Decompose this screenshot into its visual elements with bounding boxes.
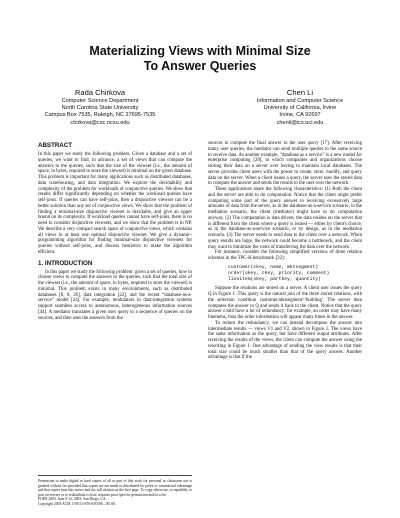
- right-column-body: [208, 141, 362, 262]
- author-name-1: Rada Chirkova: [74, 88, 126, 97]
- author-1-email: chirkova@csc.ncsu.edu: [70, 119, 130, 126]
- author-1-address: Campus Box 7535, Raleigh, NC 27695-7535: [44, 112, 156, 119]
- author-2-department: Information and Computer Science: [256, 98, 344, 104]
- paragraph-2: These applications share the following characteristics: (1) Both the client and the server are able to do computation. Notice that the client might prefer computing some part of the query answer to receiving excessively large amounts of data from the server, as in the database-as-a-service scenario; in the mediation scenario, the client (mediator) might have to do computation anyway. (2) The computation is data driven; the data resides on the server that is different from the client where a query is issued — either by client's choice, as in the database-as-a-service scenario, or by design, as in the mediation scenario. (3) The server needs to send data to the client over a network. When query results are large, the network could become a bottleneck, and the client may want to minimize the costs of transferring the data over the network.: [208, 187, 362, 250]
- paper-title-line-2: To Answer Queries: [143, 59, 257, 73]
- schema-lineitem: lineitem(okey, partkey, quantity): [228, 277, 321, 283]
- permission-notice: Permission to make digital or hard copies of all or part of this work for personal or classroom use is granted without fee provided that copies are not made or distributed for profit or commercial advantage and that copies bear this notice and the full citation on the first page. To copy otherwise, to republish, to post on servers or to redistribute to lists, requires prior specific permission and/or a fee.: [38, 479, 192, 497]
- author-2-institution: University of California, Irvine: [263, 105, 337, 112]
- abstract-text: In this paper we study the following problem. Given a database and a set of queries, we want to find, in advance, a set of views that can compute the answers to the queries, such that the size of the viewset (i.e., the amount of space, in bytes, required to store the viewset) is minimal on the given database. This problem is important for many applications such as distributed databases, data warehousing, and data integration. We explore the decidability and complexity of the problem for workloads of conjunctive queries. We show that results differ significantly depending on whether the workload queries have self-joins. If queries can have self-joins, then a disjunctive viewset can be a better solution than any set of conjunctive views. We show that the problem of finding a minimal-size disjunctive viewset is decidable, and give an upper bound on its complexity. If workload queries cannot have self-joins, there is no need to consider disjunctive viewsets, and we show that the problem is in NP. We describe a very compact search space of conjunctive views, which contains all views in at least one optimal disjunctive viewset. We give a dynamic-programming algorithm for finding minimal-size disjunctive viewsets for queries without self-joins, and discuss heuristics to make the algorithm efficient.: [38, 152, 192, 255]
- author-1-department: Computer Science Department: [61, 98, 139, 104]
- schema-order: order(okey, ckey, priority, comment): [228, 270, 330, 276]
- paragraph-5: To reduce the redundancy, we can instead decompose the answer into intermediate results — views V1 and V2, shown in Figure 1. The views have the same information as the query, but have different output attributes. After receiving the results of the views, the client can compute the answer using the rewriting in Figure 1. One advantage of sending the view results is that their total size could be much smaller than that of the query answer. Another advantage is that if the: [208, 320, 362, 361]
- conference-info: PODS 2003, June 9-12, 2003, San Diego, CA.: [38, 497, 107, 501]
- paragraph-3: For instance, consider the following simplified versions of three relation schemas in the TPC-H benchmark [32]:: [208, 250, 362, 261]
- paragraph-4: Suppose the relations are stored on a server. A client user issues the query Q in Figure 1. This query is the natural join of the three stored relations, with the selection condition customer.mktsegment='building'. The server then computes the answer to Q and sends it back to the client. Notice that the query answer could have a lot of redundancy; for example, an order may have many lineitems, thus the order information will appear many times in the answer.: [208, 286, 362, 321]
- abstract-heading: ABSTRACT: [38, 142, 73, 149]
- copyright-footnote: [38, 475, 192, 506]
- paper-title-line-1: Materializing Views with Minimal Size: [89, 44, 311, 58]
- schema-code-block: [228, 265, 362, 284]
- introduction-text: In this paper we study the following problem: given a set of queries, how to choose views to compute the answers to the queries, such that the total size of the viewset (i.e., the amount of space, in bytes, required to store the viewset) is minimal. This problem exists in many environments, such as distributed databases [8, 8, 26], data integration [22], and the recent “database-as-a-service” model [24]. For example, modulators in data-integration systems support seamless access to autonomous, heterogeneous information sources [44]. A mediator translates a given user query to a sequence of queries on the sources, and then uses the answers from the: [38, 269, 192, 321]
- schema-customer: customer(ckey, name, mktsegment): [228, 264, 319, 270]
- author-2-address: Irvine, CA 92697: [279, 112, 321, 119]
- introduction-body: [38, 270, 192, 322]
- abstract-body: [38, 152, 192, 256]
- right-column: [208, 141, 362, 361]
- author-1-institution: North Carolina State University: [61, 105, 139, 112]
- introduction-heading: 1. INTRODUCTION: [38, 259, 93, 267]
- copyright-notice: Copyright 2003 ACM 1-58113-670-6/03/06 ...$5.00.: [38, 501, 116, 506]
- author-block-1: [0, 88, 200, 127]
- author-2-email: chenli@ics.uci.edu: [276, 119, 324, 126]
- right-column-body-2: [208, 286, 362, 361]
- left-column: [38, 142, 192, 321]
- author-block-2: [200, 88, 400, 127]
- author-name-2: Chen Li: [286, 88, 314, 97]
- paragraph-1: sources to compute the final answer to the user query [17]. After receiving many user queries, the mediator can send multiple queries to the same source to receive data. As another example, “database as a service” is a new model for enterprise computing [28], in which companies and organizations choose storing their data on a server over having to maintain local databases. The server provides client users with the power to create, store, modify, and query data on the server. When a client issues a query, the server uses the stored data to compute the answer and sends the results to the user over the network.: [208, 141, 362, 187]
